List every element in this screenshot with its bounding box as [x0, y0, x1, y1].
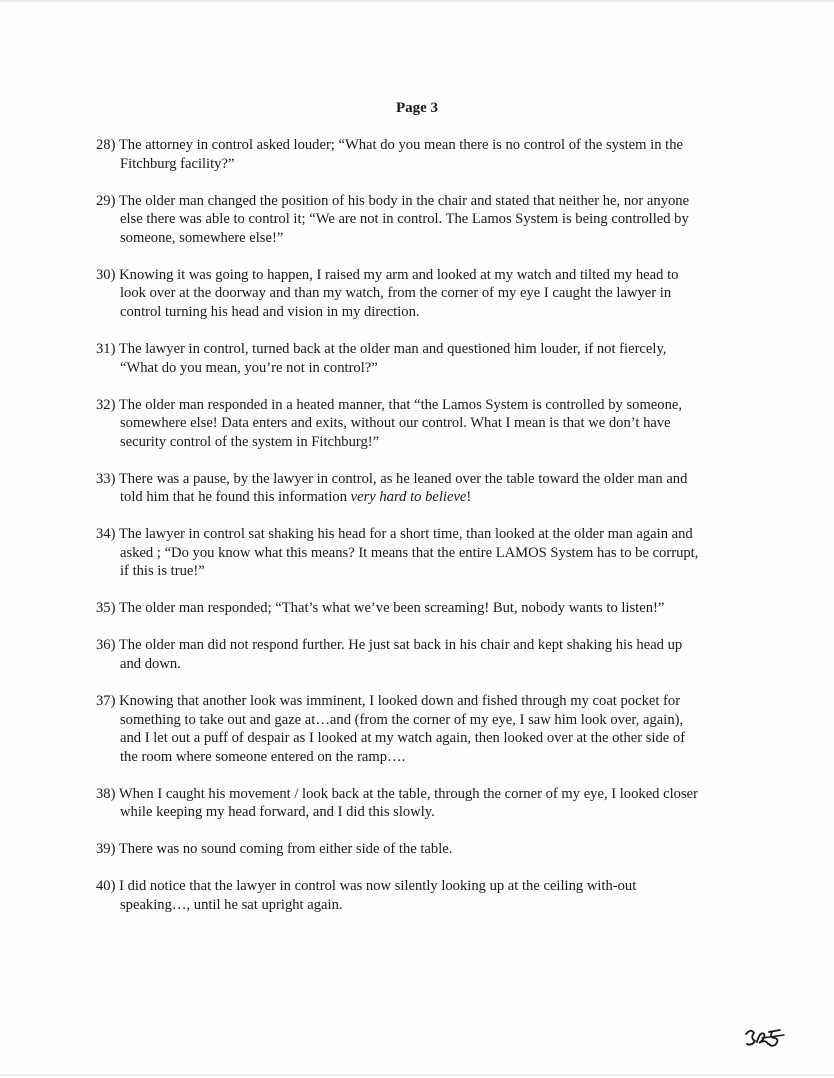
item-text: The older man responded in a heated manner, that “the Lamos System is controlled by someone, somewhere else! Data enters and exits, without our control. What I mean is that we don’t have security control of the system in Fitchburg!”: [118, 396, 683, 450]
handwritten-stroke: [757, 1033, 768, 1044]
item-number: 33): [96, 470, 116, 487]
item-text: The lawyer in control, turned back at the older man and questioned him louder, if not fiercely, “What do you mean, you’re not in control?”: [118, 340, 667, 376]
list-item: [96, 396, 706, 452]
item-number: 37): [96, 692, 116, 709]
item-number: 38): [96, 785, 116, 802]
item-text: The lawyer in control sat shaking his head for a short time, than looked at the older man again and asked ; “Do you know what this means? It means that the entire LAMOS System has to be corrupt, if this is true!”: [118, 526, 699, 580]
item-number: 40): [96, 878, 116, 895]
scan-edge-top: [0, 0, 834, 2]
scan-edge-bottom: [0, 1074, 834, 1076]
item-number: 30): [96, 266, 116, 283]
item-text: I did notice that the lawyer in control was now silently looking up at the ceiling with-out speaking…, until he sat upright again.: [119, 878, 637, 913]
item-text: The older man responded; “That’s what we’ve been screaming! But, nobody wants to listen!”: [118, 600, 665, 617]
item-text: The older man did not respond further. He just sat back in his chair and kept shaking his head up and down.: [118, 637, 683, 672]
list-item: [96, 136, 706, 173]
list-item: [96, 877, 706, 914]
page-title: Page 3: [395, 100, 439, 116]
list-item: [96, 192, 706, 248]
item-text-after: !: [466, 489, 472, 506]
list-item: [96, 525, 706, 581]
item-number: 32): [96, 396, 116, 413]
item-text: The older man changed the position of his body in the chair and stated that neither he, nor anyone else there was able to control it; “We are not in control. The Lamos System is being controlled by someone, somewhere else!”: [118, 192, 690, 246]
numbered-statement-list: [96, 136, 706, 933]
item-number: 34): [96, 526, 116, 543]
handwritten-page-mark: [742, 1026, 786, 1050]
list-item: [96, 785, 706, 822]
item-text: Knowing that another look was imminent, I looked down and fished through my coat pocket for something to take out and gaze at…and (from the corner of my eye, I saw him look over, again), and I let out a puff of despair as I looked at my watch again, then looked over at the other side of the room where someone entered on the ramp….: [119, 692, 686, 765]
item-emphasis: very hard to believe: [350, 489, 467, 506]
item-text: There was no sound coming from either side of the table.: [118, 841, 453, 858]
list-item: [96, 599, 706, 618]
item-number: 31): [96, 340, 116, 357]
list-item: [96, 840, 706, 859]
item-text: Knowing it was going to happen, I raised my arm and looked at my watch and tilted my head to look over at the doorway and than my watch, from the corner of my eye I caught the lawyer in control turning his head and vision in my direction.: [119, 266, 679, 320]
list-item: [96, 636, 706, 673]
item-number: 29): [96, 192, 116, 209]
item-text: The attorney in control asked louder; “What do you mean there is no control of the system in the Fitchburg facility?”: [118, 137, 683, 172]
list-item: [96, 692, 706, 766]
item-text: When I caught his movement / look back at the table, through the corner of my eye, I looked closer while keeping my head forward, and I did this slowly.: [118, 785, 698, 821]
item-number: 35): [96, 600, 116, 617]
handwritten-stroke: [769, 1030, 780, 1046]
list-item: [96, 266, 706, 322]
list-item: [96, 340, 706, 377]
item-number: 28): [96, 137, 116, 153]
item-number: 39): [96, 841, 116, 858]
item-text: There was a pause, by the lawyer in control, as he leaned over the table toward the older man and told him that he found this information: [118, 470, 688, 506]
list-item: [96, 470, 706, 507]
item-number: 36): [96, 637, 116, 654]
handwritten-stroke: [746, 1031, 755, 1045]
